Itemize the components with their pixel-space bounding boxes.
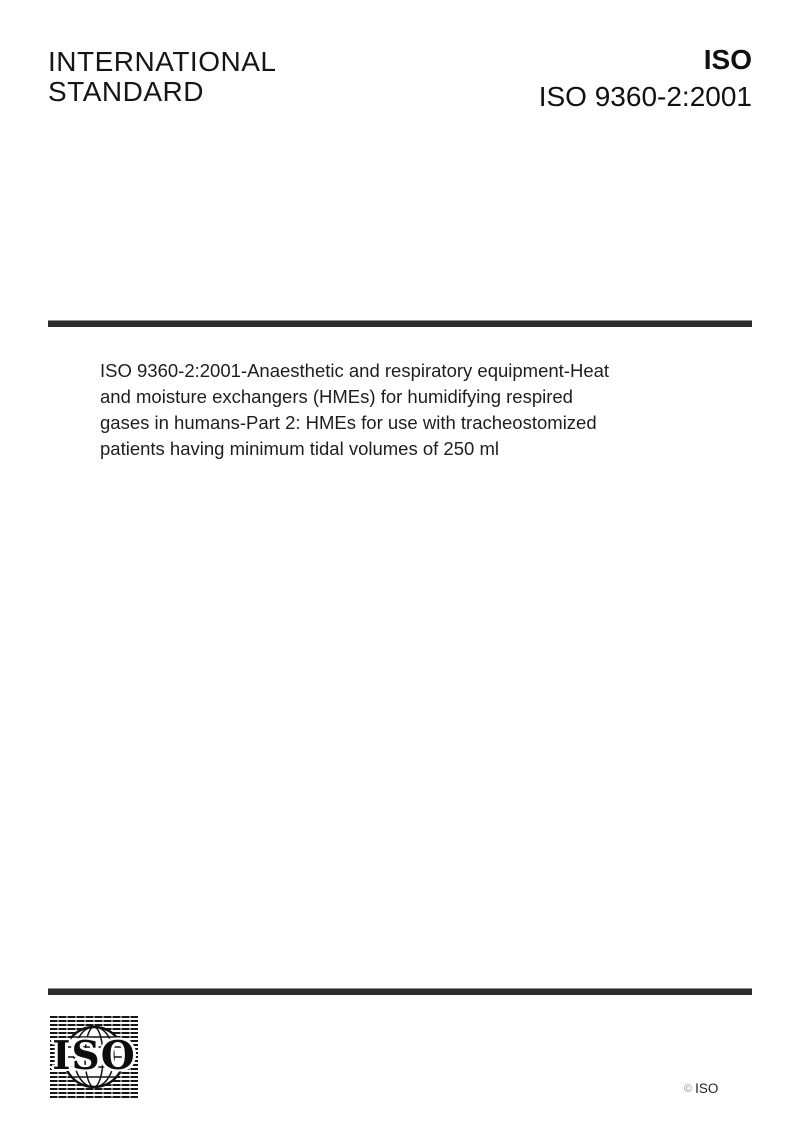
title-line-3: gases in humans-Part 2: HMEs for use with tracheostomized [100, 412, 597, 433]
copyright-icon: © [684, 1083, 693, 1095]
org-name: ISO [703, 44, 752, 75]
title-line-4: patients having minimum tidal volumes of 250 ml [100, 438, 499, 459]
masthead-reference-block [539, 45, 752, 112]
document-type-line1: INTERNATIONAL [48, 46, 277, 77]
title-line-1: ISO 9360-2:2001-Anaesthetic and respiratory equipment-Heat [100, 360, 610, 381]
copyright-notice [684, 1081, 718, 1097]
top-rule [48, 320, 752, 327]
document-type-title [48, 47, 276, 107]
title-line-2: and moisture exchangers (HMEs) for humidifying respired [100, 386, 573, 407]
copyright-owner: ISO [695, 1081, 719, 1096]
standard-reference: ISO 9360-2:2001 [538, 81, 752, 112]
iso-logo-text: ISO [52, 1033, 136, 1080]
iso-logo [50, 1016, 138, 1100]
document-type-line2: STANDARD [48, 76, 204, 107]
standard-title-block [100, 358, 609, 462]
bottom-rule [48, 988, 752, 995]
